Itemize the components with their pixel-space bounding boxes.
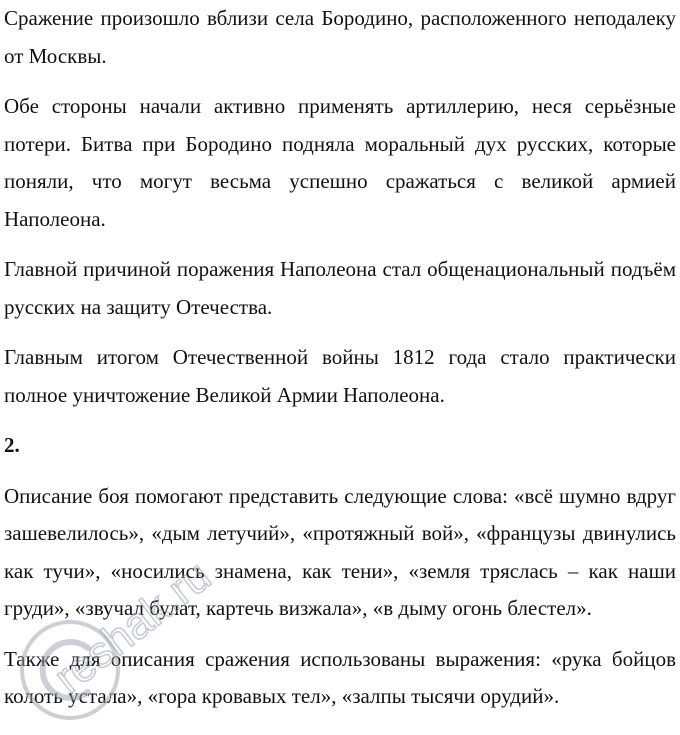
- paragraph-defeat-cause: Главной причиной поражения Наполеона стал общенациональный подъём русских на защиту Отечества.: [4, 257, 676, 319]
- document-body: [4, 0, 676, 729]
- watermark-text: reshak.ru: [45, 551, 220, 703]
- paragraph-artillery-losses: Обе стороны начали активно применять артиллерию, неся серьёзные потери. Битва при Бородино подняла моральный дух русских, которые поняли, что могут весьма успешно сражаться с великой армией Наполеона.: [4, 94, 676, 231]
- paragraph-battle-description: Описание боя помогают представить следующие слова: «всё шумно вдруг зашевелилось», «дым летучий», «протяжный вой», «французы двинулись как тучи», «носились знамена, как тени», «земля тряслась – как наши груди», «звучал булат, картечь визжала», «в дыму огонь блестел».: [4, 483, 676, 620]
- paragraph-war-outcome: Главным итогом Отечественной войны 1812 года стало практически полное уничтожение Великой Армии Наполеона.: [4, 345, 676, 407]
- section-number: 2.: [4, 433, 20, 457]
- paragraph-battle-expressions: Также для описания сражения использованы выражения: «рука бойцов колоть устала», «гора кровавых тел», «залпы тысячи орудий».: [4, 646, 676, 708]
- paragraph-borodino-location: Сражение произошло вблизи села Бородино, расположенного неподалеку от Москвы.: [4, 6, 676, 68]
